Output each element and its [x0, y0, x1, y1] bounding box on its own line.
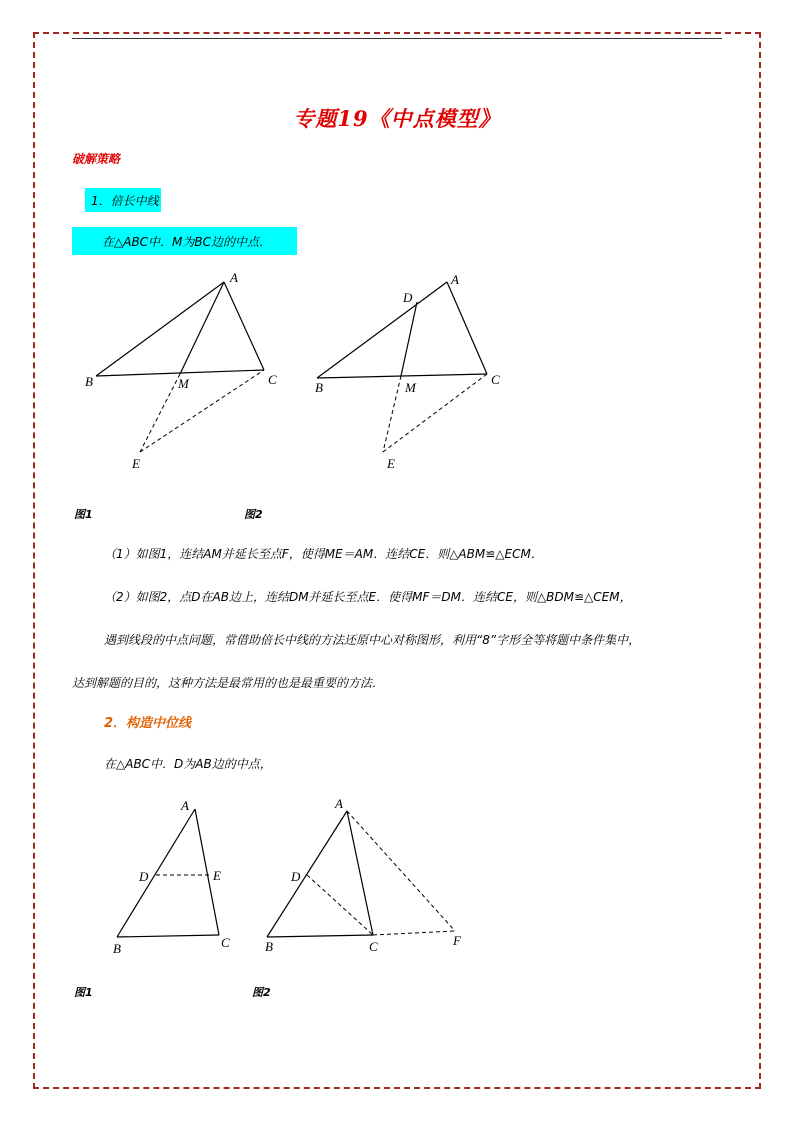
p2f2-label-f: F [453, 933, 461, 948]
p2f2-label-a: A [335, 796, 343, 811]
fig1-label-c: C [268, 372, 277, 387]
p2f2-label-c: C [369, 939, 378, 954]
header-rule [72, 38, 722, 39]
part1-label: 1．倍长中线 [85, 188, 161, 212]
fig2-label-b: B [315, 380, 323, 395]
fig2-label-d: D [403, 290, 413, 305]
fig1-label-e: E [132, 456, 140, 471]
part2-fig1-caption: 图1 [74, 986, 93, 999]
fig2-label-e: E [387, 456, 395, 471]
part2-condition: 在△ABC中．D为AB边的中点， [104, 757, 272, 771]
p2f1-label-c: C [221, 935, 230, 950]
fig2-label-m: M [405, 380, 416, 395]
fig2-label-a: A [451, 272, 459, 287]
fig2-label-c: C [491, 372, 500, 387]
fig1-label-b: B [85, 374, 93, 389]
part2-figure2 [255, 795, 485, 965]
part2-fig2-caption: 图2 [252, 986, 271, 999]
part1-line2: （2）如图2，点D在AB边上，连结DM并延长至点E．使得MF＝DM．连结CE，则△BDM≌△CEM， [104, 590, 632, 604]
part1-line4: 达到解题的目的，这种方法是最常用的也是最重要的方法． [72, 676, 385, 690]
section-heading: 破解策略 [72, 152, 121, 166]
p2f2-label-b: B [265, 939, 273, 954]
part1-line1: （1）如图1，连结AM并延长至点F，使得ME＝AM．连结CE．则△ABM≌△ECM． [104, 547, 543, 561]
p2f1-label-b: B [113, 941, 121, 956]
part1-fig1-caption: 图1 [74, 508, 93, 521]
part1-figure2 [305, 268, 515, 478]
part1-line3: 遇到线段的中点问题，常借助倍长中线的方法还原中心对称图形，利用“8”字形全等将题中条件集中， [104, 633, 641, 647]
part1-fig2-caption: 图2 [244, 508, 263, 521]
p2f2-label-d: D [291, 869, 301, 884]
part2-figure1 [105, 795, 245, 965]
p2f1-label-a: A [181, 798, 189, 813]
p2f1-label-d: D [139, 869, 149, 884]
fig1-label-m: M [178, 376, 189, 391]
part1-condition: 在△ABC中．M为BC边的中点． [72, 227, 297, 255]
page-title: 专题19《中点模型》 [293, 106, 501, 131]
part1-figure1 [80, 268, 290, 478]
part2-label: 2．构造中位线 [104, 716, 192, 731]
fig1-label-a: A [230, 270, 238, 285]
p2f1-label-e: E [213, 868, 221, 883]
